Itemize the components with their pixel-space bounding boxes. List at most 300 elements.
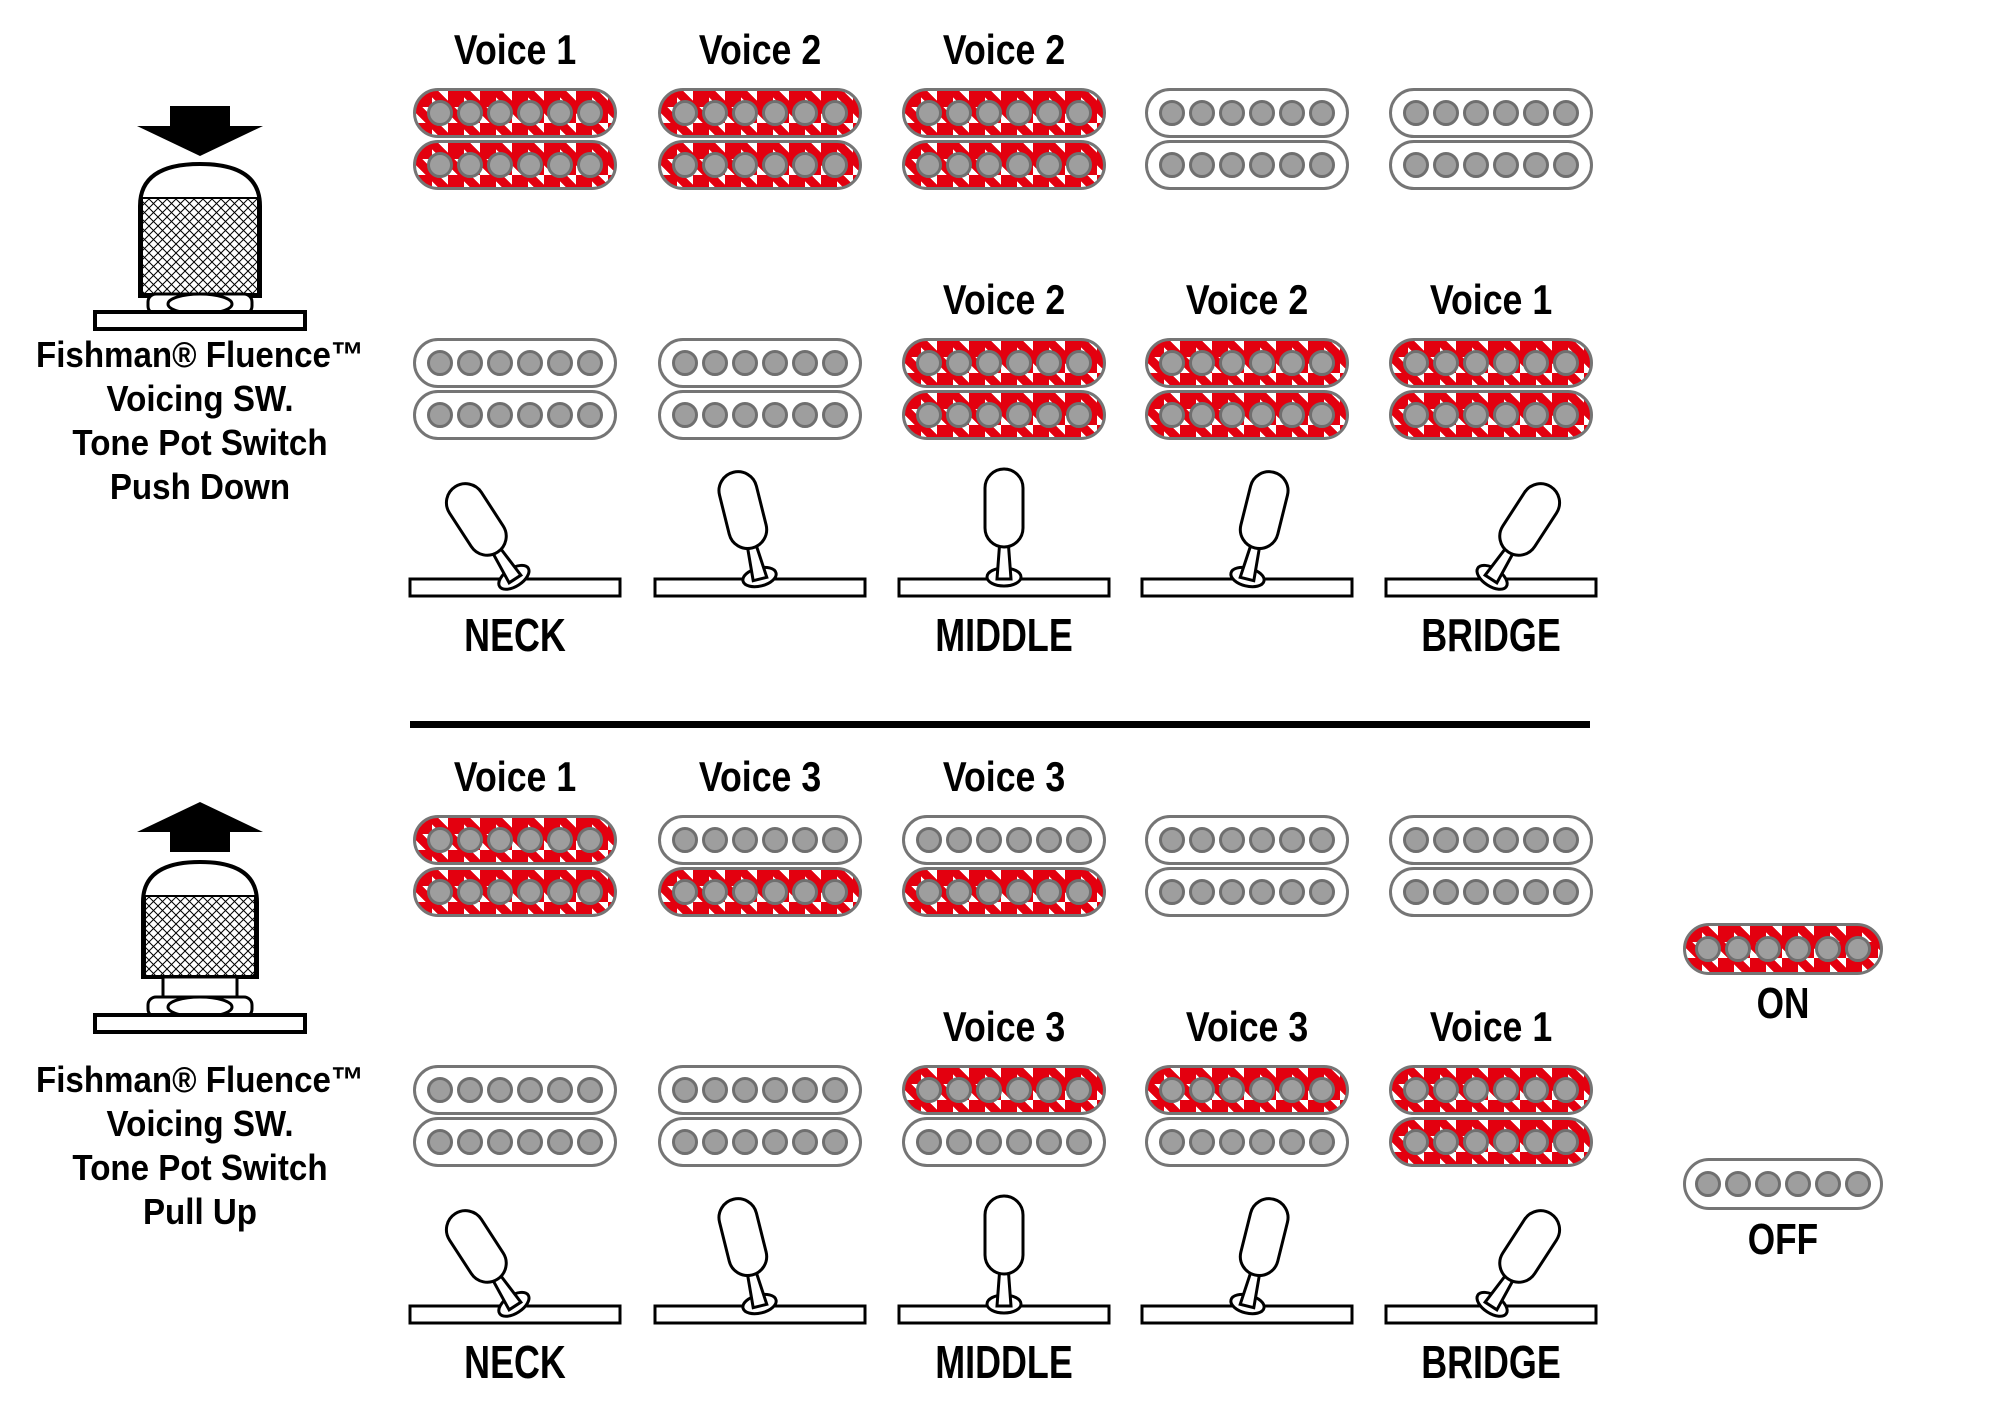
pole-piece [1553,1077,1579,1103]
pole-piece [822,1077,848,1103]
pole-piece [1159,879,1185,905]
pole-piece [1493,100,1519,126]
pole-piece [547,1077,573,1103]
pole-piece [1219,827,1245,853]
pole-piece [1006,100,1032,126]
coil-active [1145,390,1349,440]
pole-piece [732,100,758,126]
pole-piece [916,879,942,905]
pole-piece [1249,152,1275,178]
pole-piece [577,152,603,178]
base-plate [95,1015,305,1032]
pole-piece [547,1129,573,1155]
tone-pot-push-down-bridge-pickup-pos5 [1389,338,1593,440]
tone-pot-pull-up-neck-pickup-pos1 [413,815,617,917]
pole-piece [1279,152,1305,178]
tone-pot-push-down-selector-lever-pos5 [1381,455,1601,605]
pole-piece [427,827,453,853]
pole-piece [517,1129,543,1155]
voice-label-neck-pos2: Voice 3 [698,753,822,800]
tone-pot-pull-up-bridge-pickup-pos3 [902,1065,1106,1167]
coil-active [1389,338,1593,388]
lever-cap [715,468,771,553]
caption-line: Tone Pot Switch [72,422,328,463]
pole-piece [1309,152,1335,178]
tone-pot-push-down-bridge-pickup-pos2 [658,338,862,440]
tone-pot-push-down-bridge-pickup-pos4 [1145,338,1349,440]
pole-piece [1493,827,1519,853]
pole-piece [732,402,758,428]
coil-inactive [1145,140,1349,190]
lever-cap [1492,476,1566,562]
selector-position-label-pos1: NECK [464,609,566,661]
pole-piece [732,1129,758,1155]
pole-piece [427,350,453,376]
coil-active [1389,1065,1593,1115]
pole-piece [1463,402,1489,428]
pole-piece [1159,1077,1185,1103]
pole-piece [547,152,573,178]
pole-piece [1036,1129,1062,1155]
pole-piece [1815,1171,1841,1197]
pole-piece [1006,350,1032,376]
pole-piece [1159,1129,1185,1155]
pole-piece [1523,879,1549,905]
pole-piece [1523,402,1549,428]
pole-piece [1523,152,1549,178]
pole-piece [547,350,573,376]
pole-piece [1249,402,1275,428]
tone-pot-pull-up-selector-lever-pos2 [650,1182,870,1332]
pole-piece [1189,879,1215,905]
pole-piece [946,152,972,178]
pole-piece [916,100,942,126]
pole-piece [1553,402,1579,428]
pole-piece [1189,152,1215,178]
pole-piece [517,827,543,853]
tone-pot-pull-up-neck-pickup-pos3 [902,815,1106,917]
pole-piece [1463,879,1489,905]
coil-active [1145,1065,1349,1115]
pole-piece [1309,827,1335,853]
voice-label-bridge-pos3: Voice 3 [942,1003,1066,1050]
pole-piece [1219,879,1245,905]
pole-piece [672,100,698,126]
pole-piece [672,879,698,905]
pole-piece [517,402,543,428]
pole-piece [1279,402,1305,428]
pole-piece [1553,827,1579,853]
pole-piece [1066,152,1092,178]
pole-piece [1785,936,1811,962]
pole-piece [1006,1077,1032,1103]
tone-pot-push-down-neck-pickup-pos4 [1145,88,1349,190]
tone-pot-push-down-selector-lever-pos1 [405,455,625,605]
pole-piece [822,100,848,126]
coil-inactive [658,1117,862,1167]
caption-line: Push Down [109,466,291,507]
pole-piece [1725,1171,1751,1197]
pole-piece [1309,1077,1335,1103]
coil-inactive [1389,867,1593,917]
pole-piece [702,1129,728,1155]
pole-piece [1493,1077,1519,1103]
pole-piece [732,1077,758,1103]
selector-position-label-pos3: MIDDLE [935,1336,1073,1388]
down-arrow-icon [137,106,263,156]
pole-piece [732,827,758,853]
coil-inactive [1145,867,1349,917]
pole-piece [1493,1129,1519,1155]
pole-piece [946,879,972,905]
pole-piece [487,1077,513,1103]
knob-knurl [145,896,255,977]
pole-piece [762,100,788,126]
pole-piece [1036,879,1062,905]
pole-piece [1036,827,1062,853]
pole-piece [1553,152,1579,178]
voice-label-neck-pos2: Voice 2 [698,26,822,73]
pole-piece [487,827,513,853]
coil-active [1389,390,1593,440]
pole-piece [1006,1129,1032,1155]
pole-piece [1219,1077,1245,1103]
tone-pot-pull-up-neck-pickup-pos5 [1389,815,1593,917]
tone-pot-pull-up-bridge-pickup-pos4 [1145,1065,1349,1167]
pole-piece [946,100,972,126]
caption-line: Pull Up [142,1191,258,1232]
pole-piece [822,402,848,428]
caption-line: Voicing SW. [106,378,294,419]
pole-piece [1523,100,1549,126]
pole-piece [702,152,728,178]
pole-piece [1785,1171,1811,1197]
pole-piece [1159,152,1185,178]
pole-piece [577,1129,603,1155]
pole-piece [1279,1129,1305,1155]
coil-inactive [658,390,862,440]
pole-piece [1433,879,1459,905]
pole-piece [457,1129,483,1155]
pole-piece [1066,827,1092,853]
pole-piece [517,879,543,905]
pole-piece [457,1077,483,1103]
pole-piece [487,152,513,178]
base-plate [95,312,305,329]
pole-piece [916,152,942,178]
voice-label-neck-pos3: Voice 3 [942,753,1066,800]
pole-piece [672,152,698,178]
pole-piece [762,402,788,428]
caption-line: Fishman® Fluence™ [35,334,365,375]
coil-active [413,88,617,138]
pole-piece [1309,1129,1335,1155]
voice-label-bridge-pos5: Voice 1 [1429,276,1553,323]
lever-cap [715,1195,771,1280]
pole-piece [1189,350,1215,376]
pole-piece [427,402,453,428]
pole-piece [1755,936,1781,962]
pole-piece [1219,1129,1245,1155]
pole-piece [1493,350,1519,376]
tone-pot-push-down-selector-lever-pos2 [650,455,870,605]
knob-knurl [142,198,258,294]
pole-piece [762,350,788,376]
pole-piece [487,1129,513,1155]
lever-cap [1492,1203,1566,1289]
tone-pot-pull-up-selector-lever-pos1 [405,1182,625,1332]
pole-piece [1189,100,1215,126]
coil-active [658,140,862,190]
pole-piece [762,827,788,853]
coil-active [413,815,617,865]
pole-piece [672,1077,698,1103]
pole-piece [1066,1077,1092,1103]
coil-inactive [1389,815,1593,865]
tone-pot-push-down-neck-pickup-pos3 [902,88,1106,190]
pole-piece [762,152,788,178]
pole-piece [976,100,1002,126]
lever-cap [1236,1195,1292,1280]
pole-piece [1189,827,1215,853]
pull-up-knob-figure [50,798,350,1038]
selector-lever-graphic [405,455,625,605]
coil-inactive [413,1065,617,1115]
lever-cap [439,476,513,562]
pole-piece [577,827,603,853]
pole-piece [1523,350,1549,376]
pole-piece [792,879,818,905]
pole-piece [946,1077,972,1103]
tone-pot-push-down-selector-lever-pos3 [894,455,1114,605]
pole-piece [976,1129,1002,1155]
pole-piece [457,827,483,853]
coil-active [658,867,862,917]
tone-pot-pull-up-bridge-pickup-pos2 [658,1065,862,1167]
selector-lever-graphic [1137,1182,1357,1332]
coil-inactive [902,1117,1106,1167]
pole-piece [1493,879,1519,905]
pole-piece [427,879,453,905]
pole-piece [1403,1077,1429,1103]
pole-piece [976,827,1002,853]
pole-piece [427,1129,453,1155]
pole-piece [1279,1077,1305,1103]
voice-label-bridge-pos5: Voice 1 [1429,1003,1553,1050]
coil-inactive [413,390,617,440]
pole-piece [792,350,818,376]
pole-piece [1403,152,1429,178]
pole-piece [1433,152,1459,178]
pole-piece [1433,350,1459,376]
pole-piece [1159,100,1185,126]
pole-piece [1249,100,1275,126]
voice-label-bridge-pos4: Voice 3 [1185,1003,1309,1050]
pole-piece [1279,350,1305,376]
coil-active [413,140,617,190]
pole-piece [1219,402,1245,428]
section-divider [410,721,1590,728]
coil-active [658,88,862,138]
pole-piece [547,879,573,905]
legend-off-label: OFF [1747,1215,1819,1264]
pole-piece [792,1077,818,1103]
pole-piece [1463,1077,1489,1103]
pole-piece [1066,350,1092,376]
pole-piece [702,350,728,376]
selector-position-label-pos3: MIDDLE [935,609,1073,661]
coil-active [902,1065,1106,1115]
pole-piece [1036,350,1062,376]
coil-inactive [658,815,862,865]
coil-inactive [413,338,617,388]
selector-lever-graphic [1137,455,1357,605]
selector-lever-graphic [894,1182,1114,1332]
pole-piece [1523,1129,1549,1155]
pole-piece [762,879,788,905]
voice-label-neck-pos1: Voice 1 [453,753,577,800]
pole-piece [1006,402,1032,428]
lever-cap [1236,468,1292,553]
pole-piece [946,402,972,428]
caption-line: Fishman® Fluence™ [35,1059,365,1100]
pole-piece [1403,1129,1429,1155]
selector-lever-graphic [1381,1182,1601,1332]
coil-active [1145,338,1349,388]
pole-piece [1553,100,1579,126]
coil-active [902,140,1106,190]
pole-piece [1309,402,1335,428]
pole-piece [762,1077,788,1103]
pole-piece [672,350,698,376]
legend-coil-active [1683,923,1883,975]
pole-piece [1463,827,1489,853]
pole-piece [792,100,818,126]
tone-pot-push-down-selector-lever-pos4 [1137,455,1357,605]
pole-piece [946,827,972,853]
pole-piece [672,1129,698,1155]
pole-piece [1845,1171,1871,1197]
coil-inactive [1389,88,1593,138]
pole-piece [1309,100,1335,126]
tone-pot-pull-up-selector-lever-pos5 [1381,1182,1601,1332]
pole-piece [702,402,728,428]
pole-piece [577,879,603,905]
lever-cap [985,1196,1023,1274]
pole-piece [702,879,728,905]
tone-pot-push-down-bridge-pickup-pos1 [413,338,617,440]
pole-piece [1006,827,1032,853]
coil-active [902,867,1106,917]
pole-piece [457,879,483,905]
voice-label-neck-pos3: Voice 2 [942,26,1066,73]
pole-piece [1463,152,1489,178]
pole-piece [1403,402,1429,428]
pole-piece [792,152,818,178]
pole-piece [822,879,848,905]
lever-cap [985,469,1023,547]
pole-piece [916,402,942,428]
voice-label-bridge-pos4: Voice 2 [1185,276,1309,323]
pole-piece [457,152,483,178]
pole-piece [1066,402,1092,428]
legend-on-label: ON [1756,979,1810,1028]
tone-pot-pull-up-bridge-pickup-pos1 [413,1065,617,1167]
pole-piece [1279,100,1305,126]
pole-piece [1159,350,1185,376]
legend-coil-inactive [1683,1158,1883,1210]
pole-piece [1189,1077,1215,1103]
pole-piece [547,827,573,853]
pole-piece [976,1077,1002,1103]
pole-piece [1695,936,1721,962]
tone-pot-push-down-neck-pickup-pos1 [413,88,617,190]
pole-piece [732,152,758,178]
coil-inactive [1389,140,1593,190]
pole-piece [1189,402,1215,428]
pole-piece [702,827,728,853]
pole-piece [577,100,603,126]
pole-piece [976,350,1002,376]
pole-piece [457,100,483,126]
tone-pot-push-down-neck-pickup-pos5 [1389,88,1593,190]
tone-pot-push-down-neck-pickup-pos2 [658,88,862,190]
pole-piece [702,100,728,126]
coil-inactive [1145,1117,1349,1167]
pole-piece [1066,100,1092,126]
coil-inactive [1145,88,1349,138]
pole-piece [1433,1077,1459,1103]
pole-piece [1523,827,1549,853]
pole-piece [1066,1129,1092,1155]
selector-lever-graphic [894,455,1114,605]
pole-piece [1006,152,1032,178]
pole-piece [1403,879,1429,905]
pole-piece [672,402,698,428]
coil-inactive [658,1065,862,1115]
pole-piece [547,402,573,428]
pole-piece [792,1129,818,1155]
coil-inactive [902,815,1106,865]
coil-active [413,867,617,917]
pole-piece [1433,100,1459,126]
pole-piece [1553,879,1579,905]
pole-piece [1249,827,1275,853]
pole-piece [517,152,543,178]
pole-piece [1523,1077,1549,1103]
pole-piece [1309,879,1335,905]
pole-piece [916,827,942,853]
pole-piece [1433,827,1459,853]
pole-piece [487,879,513,905]
pole-piece [976,402,1002,428]
pole-piece [822,1129,848,1155]
pole-piece [1249,350,1275,376]
pole-piece [1553,1129,1579,1155]
pole-piece [976,879,1002,905]
pole-piece [457,402,483,428]
pole-piece [792,402,818,428]
pole-piece [517,100,543,126]
tone-pot-pull-up-neck-pickup-pos2 [658,815,862,917]
coil-active [902,390,1106,440]
pole-piece [1006,879,1032,905]
pole-piece [487,402,513,428]
coil-active [1389,1117,1593,1167]
pole-piece [1845,936,1871,962]
pole-piece [1036,152,1062,178]
pole-piece [427,152,453,178]
